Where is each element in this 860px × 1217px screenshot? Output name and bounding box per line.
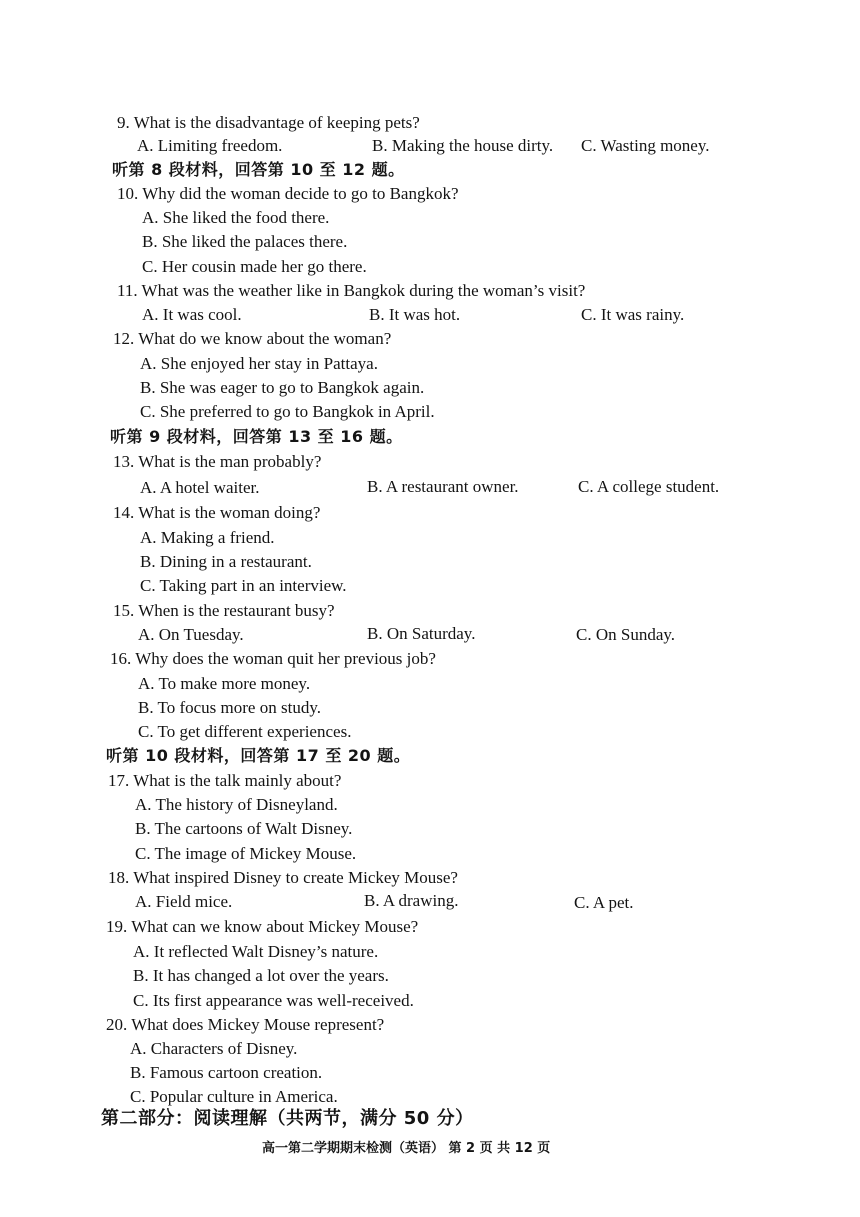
question-17-option-a: A. The history of Disneyland. <box>135 795 338 814</box>
question-9-option-c: C. Wasting money. <box>581 136 710 155</box>
question-10-option-c: C. Her cousin made her go there. <box>142 257 367 276</box>
question-20-option-a: A. Characters of Disney. <box>130 1039 298 1058</box>
question-12-option-b: B. She was eager to go to Bangkok again. <box>140 378 425 397</box>
page-footer: 高一第二学期期末检测（英语） 第 2 页 共 12 页 <box>262 1141 551 1156</box>
question-10-stem: 10. Why did the woman decide to go to Bangkok? <box>117 184 459 203</box>
question-14-option-c: C. Taking part in an interview. <box>140 576 347 595</box>
question-20-option-c: C. Popular culture in America. <box>130 1087 338 1106</box>
question-11-option-a: A. It was cool. <box>142 305 242 324</box>
question-13-option-b: B. A restaurant owner. <box>367 477 519 496</box>
part-two-heading: 第二部分：阅读理解（共两节，满分 50 分） <box>101 1108 474 1129</box>
question-15-option-a: A. On Tuesday. <box>138 625 244 644</box>
question-19-option-b: B. It has changed a lot over the years. <box>133 966 389 985</box>
question-14-stem: 14. What is the woman doing? <box>113 503 321 522</box>
question-16-option-a: A. To make more money. <box>138 674 311 693</box>
question-13-option-c: C. A college student. <box>578 477 720 496</box>
question-15-stem: 15. When is the restaurant busy? <box>113 601 335 620</box>
question-16-stem: 16. Why does the woman quit her previous job? <box>110 649 436 668</box>
question-18-option-a: A. Field mice. <box>135 892 233 911</box>
question-11-stem: 11. What was the weather like in Bangkok during the woman’s visit? <box>117 281 586 300</box>
question-12-option-c: C. She preferred to go to Bangkok in April. <box>140 402 435 421</box>
question-20-option-b: B. Famous cartoon creation. <box>130 1063 323 1082</box>
question-13-option-a: A. A hotel waiter. <box>140 478 260 497</box>
question-18-stem: 18. What inspired Disney to create Mickey Mouse? <box>108 868 458 887</box>
section-10-instruction: 听第 10 段材料，回答第 17 至 20 题。 <box>106 746 411 765</box>
question-19-stem: 19. What can we know about Mickey Mouse? <box>106 917 419 936</box>
question-9-stem: 9. What is the disadvantage of keeping pets? <box>117 113 420 132</box>
question-17-option-c: C. The image of Mickey Mouse. <box>135 844 357 863</box>
question-15-option-b: B. On Saturday. <box>367 624 476 643</box>
question-16-option-b: B. To focus more on study. <box>138 698 321 717</box>
question-18-option-b: B. A drawing. <box>364 891 459 910</box>
question-19-option-a: A. It reflected Walt Disney’s nature. <box>133 942 379 961</box>
question-17-option-b: B. The cartoons of Walt Disney. <box>135 819 353 838</box>
question-14-option-a: A. Making a friend. <box>140 528 275 547</box>
question-17-stem: 17. What is the talk mainly about? <box>108 771 342 790</box>
question-12-option-a: A. She enjoyed her stay in Pattaya. <box>140 354 378 373</box>
question-18-option-c: C. A pet. <box>574 893 634 912</box>
question-11-option-c: C. It was rainy. <box>581 305 685 324</box>
question-13-stem: 13. What is the man probably? <box>113 452 322 471</box>
question-19-option-c: C. Its first appearance was well-received. <box>133 991 414 1010</box>
section-9-instruction: 听第 9 段材料，回答第 13 至 16 题。 <box>110 427 403 446</box>
question-9-option-b: B. Making the house dirty. <box>372 136 554 155</box>
question-10-option-b: B. She liked the palaces there. <box>142 232 348 251</box>
question-10-option-a: A. She liked the food there. <box>142 208 330 227</box>
question-11-option-b: B. It was hot. <box>369 305 461 324</box>
question-20-stem: 20. What does Mickey Mouse represent? <box>106 1015 385 1034</box>
question-16-option-c: C. To get different experiences. <box>138 722 352 741</box>
section-8-instruction: 听第 8 段材料，回答第 10 至 12 题。 <box>112 160 405 179</box>
question-14-option-b: B. Dining in a restaurant. <box>140 552 312 571</box>
question-15-option-c: C. On Sunday. <box>576 625 676 644</box>
question-12-stem: 12. What do we know about the woman? <box>113 329 392 348</box>
question-9-option-a: A. Limiting freedom. <box>137 136 283 155</box>
